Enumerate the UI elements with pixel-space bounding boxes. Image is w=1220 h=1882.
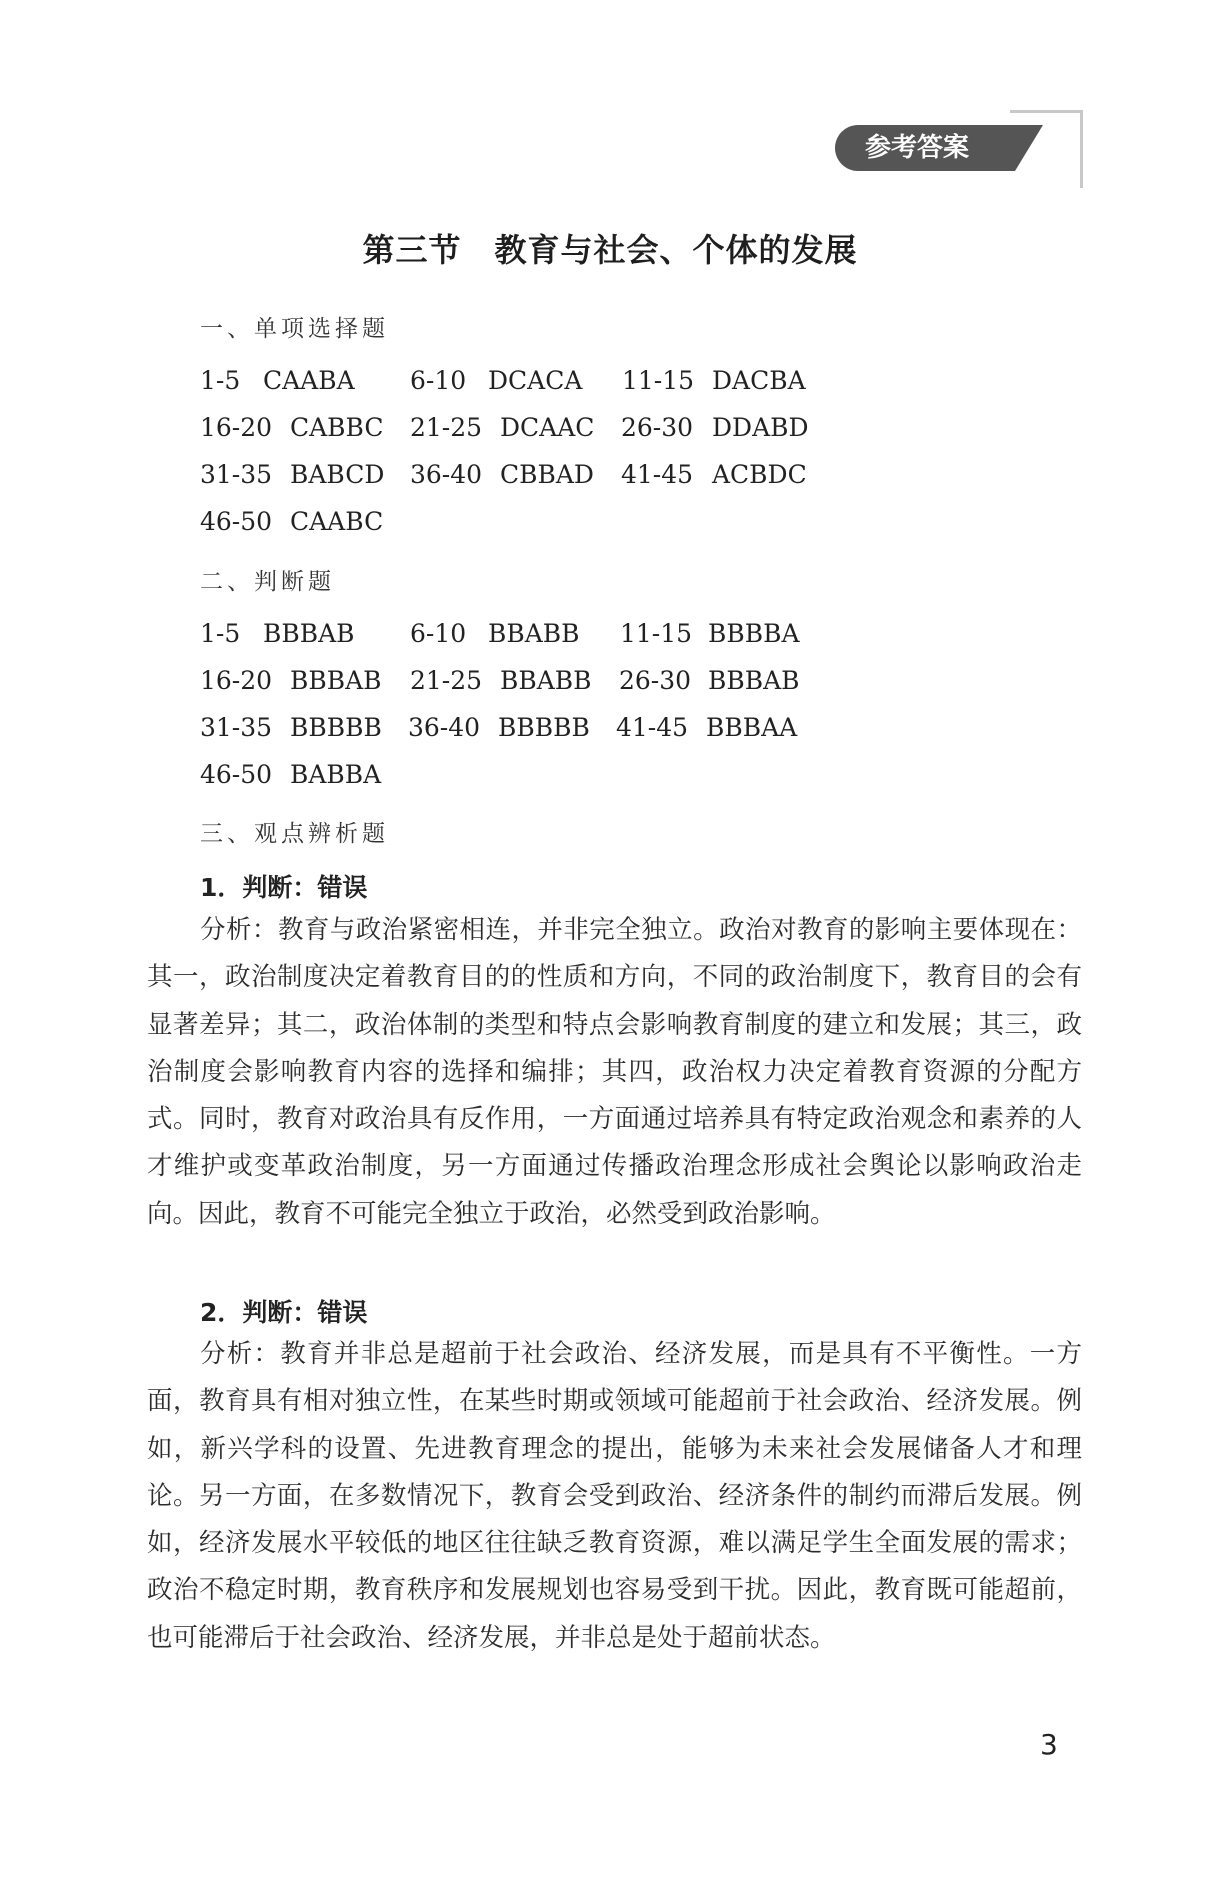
answer-key: BBABB — [500, 666, 592, 695]
answer-key: DACBA — [712, 366, 806, 395]
question-1-analysis: 分析：教育与政治紧密相连，并非完全独立。政治对教育的影响主要体现在：其一，政治制度决定着教育目的的性质和方向，不同的政治制度下，教育目的会有显著差异；其二，政治体制的类型和特点会影响教育制度的建立和发展；其三，政治制度会影响教育内容的选择和编排；其四，政治权力决定着教育资源的分配方式。同时，教育对政治具有反作用，一方面通过培养具有特定政治观念和素养的人才维护或变革政治制度，另一方面通过传播政治理念形成社会舆论以影响政治走向。因此，教育不可能完全独立于政治，必然受到政治影响。 — [147, 915, 1082, 1229]
question-range: 11-15 — [622, 366, 695, 395]
question-2-verdict: 2．判断：错误 — [200, 1298, 368, 1327]
answer-key: BABBA — [290, 760, 382, 789]
question-range: 31-35 — [200, 713, 273, 742]
section-title: 第三节 教育与社会、个体的发展 — [362, 231, 858, 269]
question-range: 31-35 — [200, 460, 273, 489]
answer-key: CBBAD — [500, 460, 594, 489]
question-range: 46-50 — [200, 507, 273, 536]
question-2-analysis: 分析：教育并非总是超前于社会政治、经济发展，而是具有不平衡性。一方面，教育具有相对独立性，在某些时期或领域可能超前于社会政治、经济发展。例如，新兴学科的设置、先进教育理念的提出，能够为未来社会发展储备人才和理论。另一方面，在多数情况下，教育会受到政治、经济条件的制约而滞后发展。例如，经济发展水平较低的地区往往缺乏教育资源，难以满足学生全面发展的需求；政治不稳定时期，教育秩序和发展规划也容易受到干扰。因此，教育既可能超前，也可能滞后于社会政治、经济发展，并非总是处于超前状态。 — [147, 1339, 1082, 1653]
answer-key: ACBDC — [712, 460, 807, 489]
question-range: 46-50 — [200, 760, 273, 789]
question-range: 1-5 — [200, 366, 241, 395]
heading-viewpoint-analysis: 三、观点辨析题 — [200, 821, 389, 847]
question-range: 21-25 — [410, 413, 483, 442]
answer-key: BBBBB — [498, 713, 590, 742]
question-range: 36-40 — [410, 460, 483, 489]
question-range: 6-10 — [410, 366, 467, 395]
answer-key: BBBAB — [708, 666, 800, 695]
answer-key-tab-tail — [1015, 125, 1043, 171]
answer-key: BBBBA — [708, 619, 800, 648]
question-range: 11-15 — [620, 619, 693, 648]
page-number: 3 — [1040, 1728, 1058, 1761]
question-range: 1-5 — [200, 619, 241, 648]
answer-key: BBBBB — [290, 713, 382, 742]
heading-single-choice: 一、单项选择题 — [200, 316, 389, 342]
answer-key: BBBAB — [263, 619, 355, 648]
question-range: 41-45 — [621, 460, 694, 489]
answer-key: CAABC — [290, 507, 384, 536]
question-range: 16-20 — [200, 413, 273, 442]
answer-key: CABBC — [290, 413, 384, 442]
answer-key: BBBAB — [290, 666, 382, 695]
question-range: 6-10 — [410, 619, 467, 648]
answer-key-tab: 参考答案 — [835, 125, 1015, 171]
question-1-verdict: 1．判断：错误 — [200, 873, 368, 902]
question-range: 41-45 — [616, 713, 689, 742]
heading-true-false: 二、判断题 — [200, 569, 335, 595]
answer-key: BABCD — [290, 460, 385, 489]
answer-key: BBBAA — [706, 713, 798, 742]
question-range: 26-30 — [621, 413, 694, 442]
answer-key: DDABD — [712, 413, 809, 442]
answer-key: DCACA — [488, 366, 583, 395]
answer-key: DCAAC — [500, 413, 595, 442]
answer-key: BBABB — [488, 619, 580, 648]
answer-key: CAABA — [263, 366, 355, 395]
question-range: 36-40 — [408, 713, 481, 742]
question-range: 26-30 — [619, 666, 692, 695]
question-range: 16-20 — [200, 666, 273, 695]
question-range: 21-25 — [410, 666, 483, 695]
